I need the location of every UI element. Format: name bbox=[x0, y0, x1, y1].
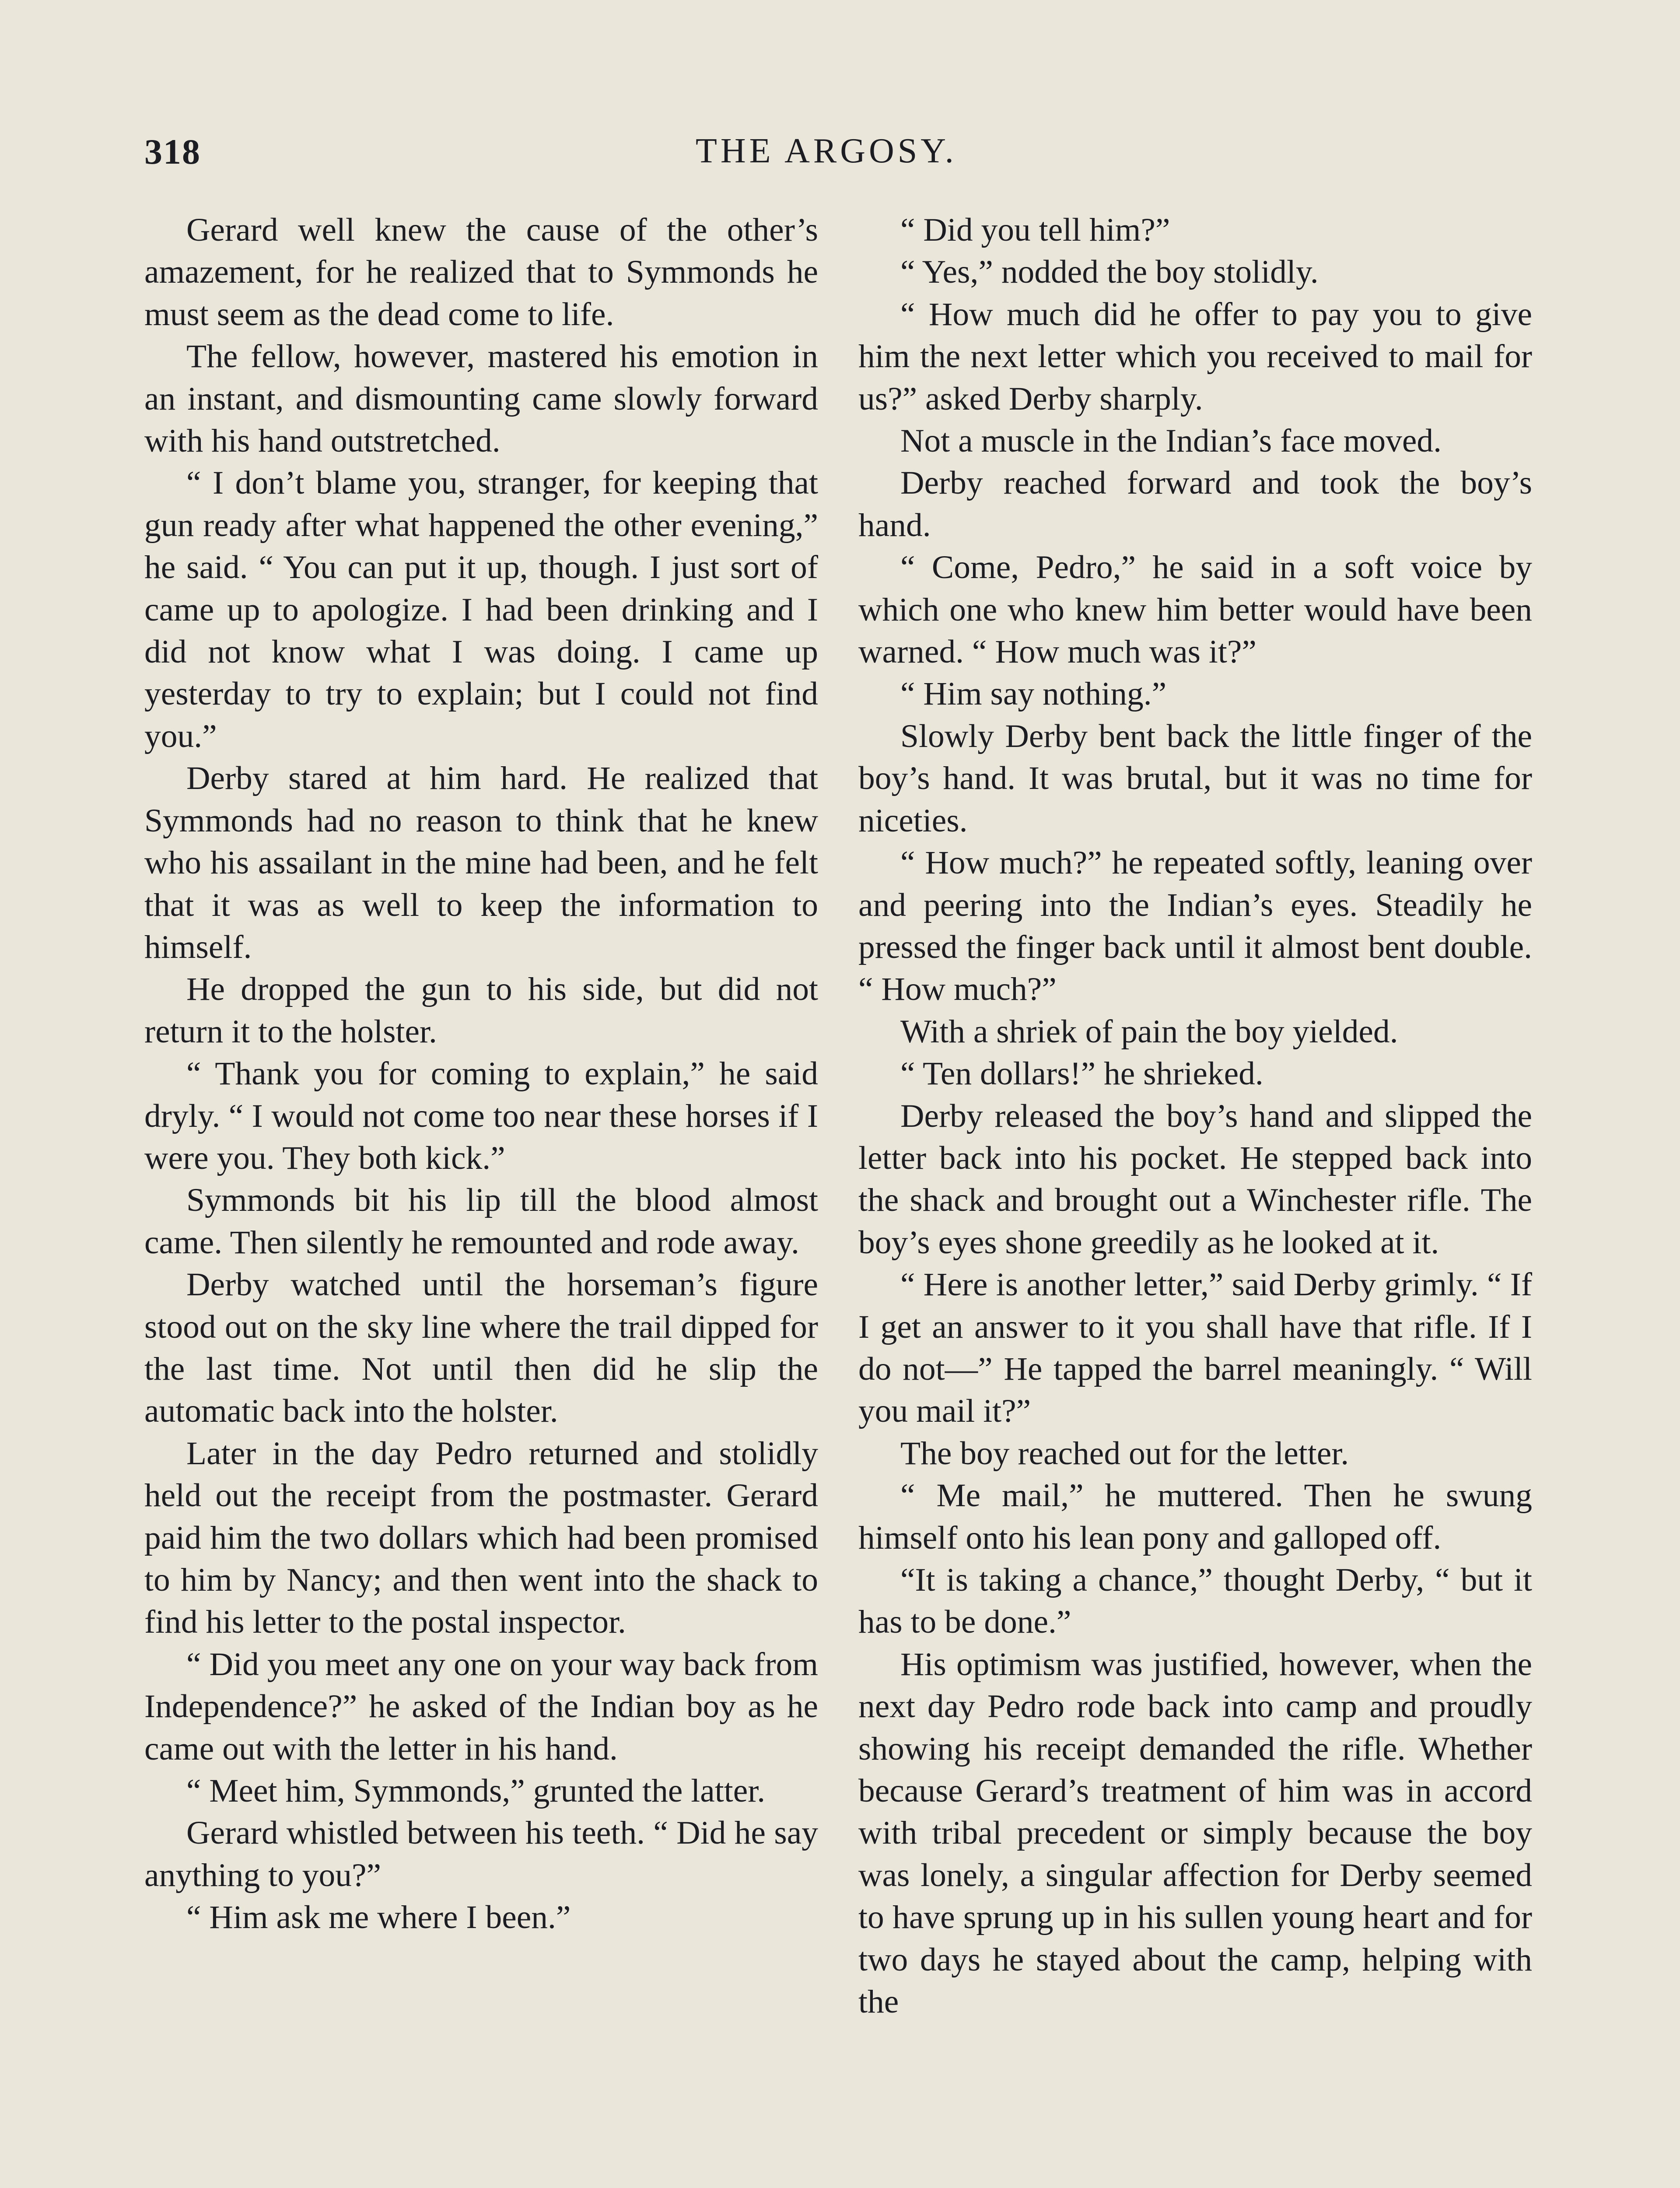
paragraph: “ Here is another letter,” said Derby grimly. “ If I get an answer to it you shall have that rifle. If I do not—” He tapped the barrel meaningly. “ Will you mail it?” bbox=[858, 1266, 1532, 1430]
right-column bbox=[858, 209, 1532, 2023]
running-title: THE ARGOSY. bbox=[696, 132, 957, 170]
paragraph: Slowly Derby bent back the little finger of the boy’s hand. It was brutal, but it was no time for niceties. bbox=[858, 718, 1532, 839]
paragraph: “ How much?” he repeated softly, leaning over and peering into the Indian’s eyes. Steadily he pressed the finger back until it almost bent double. “ How much?” bbox=[858, 845, 1532, 1008]
paragraph: Gerard well knew the cause of the other’s amazement, for he realized that to Symmonds he must seem as the dead come to life. bbox=[144, 212, 818, 333]
paragraph: Not a muscle in the Indian’s face moved. bbox=[900, 423, 1442, 459]
paragraph: “ How much did he offer to pay you to give him the next letter which you received to mail for us?” asked Derby sharply. bbox=[858, 296, 1532, 417]
paragraph: With a shriek of pain the boy yielded. bbox=[900, 1013, 1398, 1050]
paragraph: “ Come, Pedro,” he said in a soft voice by which one who knew him better would have been warned. “ How much was it?” bbox=[858, 549, 1532, 670]
paragraph: “ Yes,” nodded the boy stolidly. bbox=[900, 254, 1319, 291]
paragraph: “ Thank you for coming to explain,” he said dryly. “ I would not come too near these horses if I were you. They both kick.” bbox=[144, 1055, 818, 1176]
paragraph: The fellow, however, mastered his emotion in an instant, and dismounting came slowly forward with his hand outstretched. bbox=[144, 338, 818, 459]
paragraph: “ I don’t blame you, stranger, for keeping that gun ready after what happened the other evening,” he said. “ You can put it up, though. I just sort of came up to apologize. I had been drinking and I did not know what I was doing. I came up yesterday to try to explain; but I could not find you.” bbox=[144, 465, 818, 754]
page-header bbox=[144, 131, 1531, 184]
paragraph: The boy reached out for the letter. bbox=[900, 1435, 1349, 1472]
paragraph: “ Did you tell him?” bbox=[900, 212, 1170, 248]
paragraph: “ Did you meet any one on your way back from Independence?” he asked of the Indian boy as he came out with the letter in his hand. bbox=[144, 1646, 818, 1767]
paragraph: He dropped the gun to his side, but did not return it to the holster. bbox=[144, 971, 818, 1050]
page-number: 318 bbox=[144, 132, 201, 172]
paragraph: Derby watched until the horseman’s figure stood out on the sky line where the trail dipped for the last time. Not until then did he slip the automatic back into the holster. bbox=[144, 1266, 818, 1430]
paragraph: “ Me mail,” he muttered. Then he swung himself onto his lean pony and galloped off. bbox=[858, 1477, 1532, 1556]
left-column bbox=[144, 209, 818, 1939]
paragraph: Symmonds bit his lip till the blood almost came. Then silently he remounted and rode away. bbox=[144, 1182, 818, 1261]
paragraph: Derby released the boy’s hand and slipped the letter back into his pocket. He stepped back into the shack and brought out a Winchester rifle. The boy’s eyes shone greedily as he looked at it. bbox=[858, 1098, 1532, 1261]
paragraph: “ Him say nothing.” bbox=[900, 676, 1167, 712]
paragraph: “ Meet him, Symmonds,” grunted the latter. bbox=[186, 1773, 766, 1809]
paragraph: Derby stared at him hard. He realized that Symmonds had no reason to think that he knew who his assailant in the mine had been, and he felt that it was as well to keep the information to himself. bbox=[144, 760, 818, 965]
paragraph: “ Ten dollars!” he shrieked. bbox=[900, 1055, 1264, 1092]
paragraph: “ Him ask me where I been.” bbox=[186, 1899, 571, 1936]
paragraph: Derby reached forward and took the boy’s hand. bbox=[858, 465, 1532, 543]
paragraph: “It is taking a chance,” thought Derby, “ but it has to be done.” bbox=[858, 1562, 1532, 1641]
paragraph: His optimism was justified, however, when the next day Pedro rode back into camp and proudly showing his receipt demanded the rifle. Whether because Gerard’s treatment of him was in accord with tribal precedent or simply because the boy was lonely, a singular affection for Derby seemed to have sprung up in his sullen young heart and for two days he stayed about the camp, helping with the bbox=[858, 1646, 1532, 2020]
paragraph: Later in the day Pedro returned and stolidly held out the receipt from the postmaster. Gerard paid him the two dollars which had been promised to him by Nancy; and then went into the shack to find his letter to the postal inspector. bbox=[144, 1435, 818, 1641]
paragraph: Gerard whistled between his teeth. “ Did he say anything to you?” bbox=[144, 1815, 818, 1893]
